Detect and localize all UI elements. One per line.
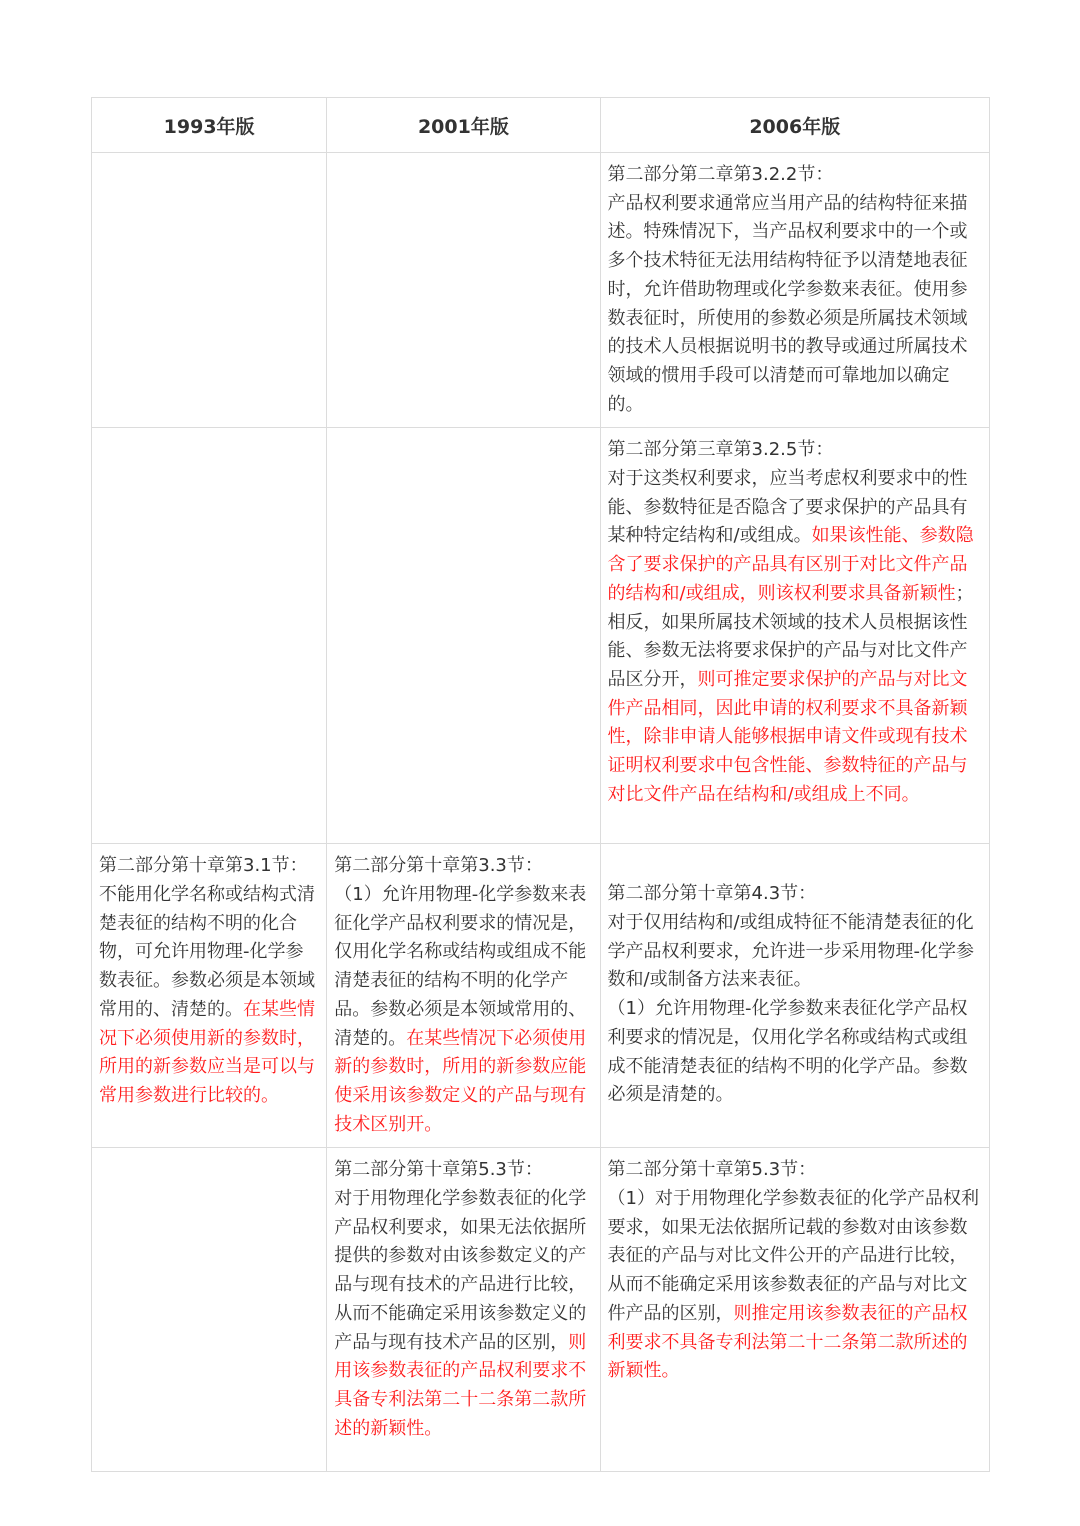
table-row: [92, 1148, 990, 1472]
section-text: （1）允许用物理-化学参数来表征化学产品权利要求的情况是，仅用化学名称或结构或组成不能清楚表征的结构不明的化学产品。参数必须是本领域常用的、清楚的。: [334, 884, 587, 1049]
highlighted-text: 如果该性能、参数隐含了要求保护的产品具有区别于对比文件产品的结构和/或组成，则该权利要求具备新颖性: [607, 525, 974, 604]
header-2001: 2001年版: [327, 98, 600, 153]
header-row: [92, 98, 990, 153]
cell-1993: [92, 844, 327, 1148]
highlighted-text: 在某些情况下必须使用新的参数时，所用的新参数应当是可以与常用参数进行比较的。: [99, 998, 315, 1106]
section-text: 产品权利要求通常应当用产品的结构特征来描述。特殊情况下，当产品权利要求中的一个或多个技术特征无法用结构特征予以清楚地表征时，允许借助物理或化学参数来表征。使用参数表征时，所使用的参数必须是所属技术领域的技术人员根据说明书的教导或通过所属技术领域的惯用手段可以清楚而可靠地加以确定的。: [607, 192, 968, 415]
cell-2001: [327, 428, 600, 844]
section-text: （1）允许用物理-化学参数来表征化学产品权利要求的情况是，仅用化学名称或结构式或组成不能清楚表征的结构不明的化学产品。参数必须是清楚的。: [607, 998, 968, 1106]
section-title: 第二部分第三章第3.2.5节：: [607, 439, 834, 461]
section-text: （1）对于用物理化学参数表征的化学产品权利要求，如果无法依据所记载的参数对由该参数表征的产品与对比文件公开的产品进行比较，从而不能确定采用该参数表征的产品与对比文件产品的区别，: [607, 1188, 979, 1324]
cell-2006: [600, 153, 989, 428]
cell-2001: [327, 153, 600, 428]
table-row: [92, 153, 990, 428]
highlighted-text: 则推定用该参数表征的产品权利要求不具备专利法第二十二条第二款所述的新颖性。: [607, 1302, 968, 1382]
header-1993: 1993年版: [92, 98, 327, 153]
comparison-table: [91, 97, 990, 1472]
highlighted-text: 在某些情况下必须使用新的参数时，所用的新参数应能使采用该参数定义的产品与现有技术区别开。: [334, 1027, 587, 1135]
cell-2006: [600, 844, 989, 1148]
table-row: [92, 844, 990, 1148]
section-text: ；相反，如果所属技术领域的技术人员根据该性能、参数无法将要求保护的产品与对比文件产品区分开，: [607, 582, 974, 690]
cell-2006: [600, 428, 989, 844]
cell-1993: [92, 428, 327, 844]
section-text: 对于仅用结构和/或组成特征不能清楚表征的化学产品权利要求，允许进一步采用物理-化学参数和/或制备方法来表征。: [607, 912, 975, 991]
section-text: 对于用物理化学参数表征的化学产品权利要求，如果无法依据所提供的参数对由该参数定义的产品与现有技术的产品进行比较，从而不能确定采用该参数定义的产品与现有技术产品的区别，: [334, 1188, 587, 1353]
cell-2001: [327, 1148, 600, 1472]
highlighted-text: 则用该参数表征的产品权利要求不具备专利法第二十二条第二款所述的新颖性。: [334, 1331, 587, 1439]
cell-2001: [327, 844, 600, 1148]
cell-1993: [92, 153, 327, 428]
section-text: 对于这类权利要求，应当考虑权利要求中的性能、参数特征是否隐含了要求保护的产品具有某种特定结构和/或组成。: [607, 468, 968, 547]
cell-1993: [92, 1148, 327, 1472]
section-title: 第二部分第十章第3.3节：: [334, 855, 543, 877]
cell-2006: [600, 1148, 989, 1472]
section-text: 不能用化学名称或结构式清楚表征的结构不明的化合物，可允许用物理-化学参数表征。参数必须是本领域常用的、清楚的。: [99, 884, 315, 1020]
section-title: 第二部分第二章第3.2.2节：: [607, 164, 834, 185]
table-row: [92, 428, 990, 844]
section-title: 第二部分第十章第3.1节：: [99, 855, 308, 877]
highlighted-text: 则可推定要求保护的产品与对比文件产品相同，因此申请的权利要求不具备新颖性，除非申请人能够根据申请文件或现有技术证明权利要求中包含性能、参数特征的产品与对比文件产品在结构和/或组成上不同。: [607, 668, 968, 805]
section-title: 第二部分第十章第4.3节：: [607, 883, 817, 905]
section-title: 第二部分第十章第5.3节：: [334, 1159, 543, 1181]
header-2006: 2006年版: [600, 98, 989, 153]
section-title: 第二部分第十章第5.3节：: [607, 1159, 817, 1181]
